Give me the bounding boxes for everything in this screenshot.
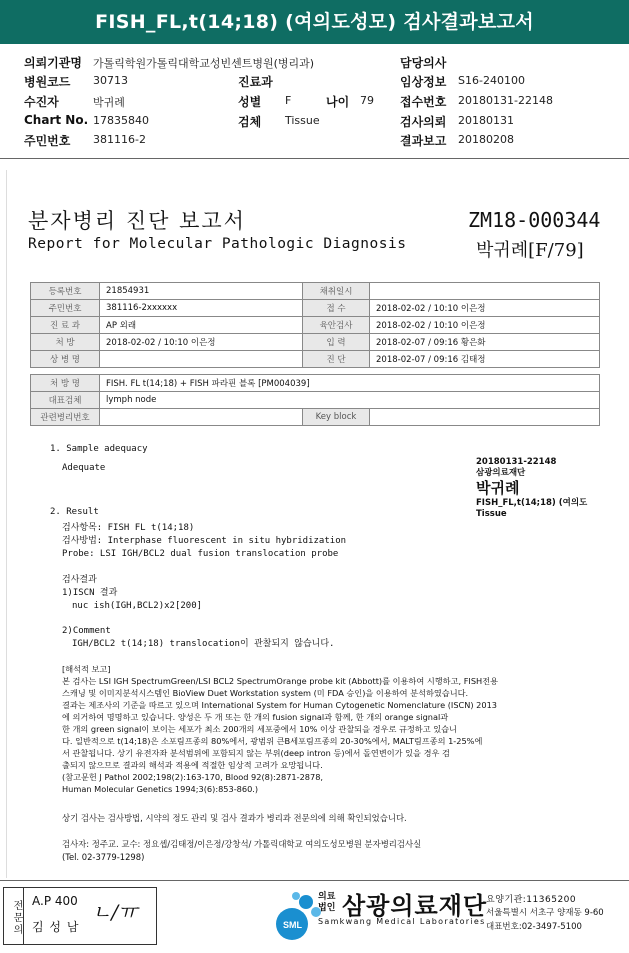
id-label: 주민번호 — [31, 300, 100, 317]
age-label: 나이 — [326, 95, 350, 109]
ap-number: A.P 400 — [32, 894, 78, 908]
table-row — [31, 392, 600, 409]
disease-label: 상 병 명 — [31, 351, 100, 368]
reg-label: 등록번호 — [31, 283, 100, 300]
report-title: FISH_FL,t(14;18) (여의도성모) 검사결과보고서 — [95, 11, 534, 33]
id-value: 381116-2xxxxxx — [100, 300, 303, 317]
interp-line: Human Molecular Genetics 1994;3(6):853-860.) — [62, 784, 259, 794]
reg-value: 21854931 — [100, 283, 303, 300]
sex-value: F — [285, 94, 292, 107]
collect-label: 채취일시 — [303, 283, 370, 300]
rep-label: 대표검체 — [31, 392, 100, 409]
footer-divider — [0, 880, 629, 881]
chart-label: Chart No. — [24, 113, 89, 127]
logo-prefix2: 법인 — [318, 903, 336, 913]
eye-label: 육안검사 — [303, 317, 370, 334]
comment-value: IGH/BCL2 t(14;18) translocation이 관찰되지 않습니다. — [72, 639, 335, 649]
stamp-name: 박귀례 — [476, 479, 520, 497]
report-title-ko: 분자병리 진단 보고서 — [28, 209, 246, 233]
order-label: 처 방 — [31, 334, 100, 351]
dept-label: 진 료 과 — [31, 317, 100, 334]
result-line: 검사방법: Interphase fluorescent in situ hybridization — [62, 536, 347, 546]
table-row — [31, 409, 600, 426]
result-sub-heading: 검사결과 — [62, 575, 97, 585]
request-value: 20180131 — [458, 114, 514, 127]
specimen-value: Tissue — [285, 114, 320, 127]
key-value — [370, 409, 600, 426]
patient-tag: 박귀례[F/79] — [476, 240, 584, 261]
hospital-label: 의뢰기관명 — [24, 56, 82, 70]
specialist-name: 김 성 남 — [32, 920, 80, 934]
logo-en: Samkwang Medical Laboratories — [318, 917, 486, 926]
key-label: Key block — [303, 409, 370, 426]
patient-info-table — [30, 282, 600, 426]
path-label: 관련병리번호 — [31, 409, 100, 426]
result-line: 검사항목: FISH FL t(14;18) — [62, 523, 195, 533]
specialist-box — [3, 887, 157, 945]
iscn-heading: 1)ISCN 결과 — [62, 588, 118, 598]
table-row — [31, 375, 600, 392]
receipt-value: 20180131-22148 — [458, 94, 553, 107]
collect-value — [370, 283, 600, 300]
clinical-value: S16-240100 — [458, 74, 525, 87]
hospital-code-label: 병원코드 — [24, 75, 71, 89]
age-value: 79 — [360, 94, 374, 107]
section1-heading: 1. Sample adequacy — [50, 444, 148, 454]
order-value: 2018-02-02 / 10:10 이은정 — [100, 334, 303, 351]
rx-label: 처 방 명 — [31, 375, 100, 392]
resident-label: 주민번호 — [24, 134, 71, 148]
table-row — [31, 283, 600, 300]
confirm-text: 상기 검사는 검사방법, 시약의 정도 관리 및 검사 결과가 병리과 전문의에 의해 확인되었습니다. — [62, 813, 407, 823]
table-row — [31, 351, 600, 368]
logo-name: 삼광의료재단 — [342, 892, 488, 920]
section1-value: Adequate — [62, 463, 106, 473]
hospital-code-value: 30713 — [93, 74, 128, 87]
section2-heading: 2. Result — [50, 507, 99, 517]
stamp-line3: FISH_FL,t(14;18) (여의도 — [476, 498, 588, 508]
interp-line: 결과는 제조사의 기준을 따르고 있으며 International System for Human Cytogenetic Nomenclature (ISCN) 2013 — [62, 700, 498, 710]
specialist-side-label: 전문의 — [4, 888, 24, 944]
diag-value: 2018-02-07 / 09:16 김태정 — [370, 351, 600, 368]
table-row — [31, 334, 600, 351]
request-header — [0, 48, 629, 156]
result-line: Probe: LSI IGH/BCL2 dual fusion translocation probe — [62, 549, 339, 559]
rx-value: FISH. FL t(14;18) + FISH 파라핀 블록 [PM004039] — [100, 375, 600, 392]
interp-heading: [해석적 보고] — [62, 664, 111, 674]
stamp-line1: 20180131-22148 — [476, 457, 557, 467]
input-label: 입 력 — [303, 334, 370, 351]
interp-line: 스캐닝 및 이미지분석시스템인 BioView Duet Workstation system (미 FDA 승인)을 이용하여 분석하였습니다. — [62, 688, 469, 698]
inspector-text: 검사자: 정주교. 교수: 정요셉/김태정/이은정/강창석/ 가톨릭대학교 여의도성모병원 분자병리검사실 — [62, 839, 422, 849]
logo-prefix1: 의료 — [318, 892, 336, 902]
table-row — [31, 300, 600, 317]
resident-value: 381116-2 — [93, 133, 146, 146]
interp-line: 서 관찰됩니다. 상기 유전자좌 분석범위에 포함되지 않는 부위(deep intron 등)에서 돌연변이가 있을 경우 검 — [62, 748, 450, 758]
recv-value: 2018-02-02 / 10:10 이은정 — [370, 300, 600, 317]
iscn-value: nuc ish(IGH,BCL2)x2[200] — [72, 601, 203, 611]
phone: 대표번호:02-3497-5100 — [486, 922, 582, 932]
chart-value: 17835840 — [93, 114, 149, 127]
stamp-line4: Tissue — [476, 509, 507, 519]
report-title-en: Report for Molecular Pathologic Diagnosis — [28, 236, 407, 252]
interp-line: 본 검사는 LSI IGH SpectrumGreen/LSI BCL2 SpectrumOrange probe kit (Abbott)를 이용하여 시행하고, FISH전용 — [62, 676, 498, 686]
specimen-label: 검체 — [238, 115, 262, 129]
header-divider — [0, 158, 629, 159]
eye-value: 2018-02-02 / 10:10 이은정 — [370, 317, 600, 334]
specimen-stamp — [476, 457, 587, 520]
disease-value — [100, 351, 303, 368]
report-number: ZM18-000344 — [468, 208, 601, 232]
path-value — [100, 409, 303, 426]
diag-label: 진 단 — [303, 351, 370, 368]
signature: ㄴ/ㅠ — [92, 900, 138, 924]
patient-value: 박귀례 — [93, 96, 125, 109]
result-label: 결과보고 — [400, 134, 447, 148]
input-value: 2018-02-07 / 09:16 황은화 — [370, 334, 600, 351]
report-title-bar — [0, 0, 629, 44]
dept-value: AP 외래 — [100, 317, 303, 334]
request-label: 검사의뢰 — [400, 115, 447, 129]
interp-line: 에 의거하여 명명하고 있습니다. 양성은 두 개 또는 한 개의 fusion signal과 함께, 한 개의 orange signal과 — [62, 712, 449, 722]
rep-value: lymph node — [100, 392, 600, 409]
hospital-value: 가톨릭학원가톨릭대학교성빈센트병원(병리과) — [93, 57, 315, 70]
care-number: 요양기관:11365200 — [486, 895, 577, 905]
receipt-label: 접수번호 — [400, 95, 447, 109]
dept-label: 진료과 — [238, 75, 273, 89]
table-row — [31, 317, 600, 334]
doctor-label: 담당의사 — [400, 56, 447, 70]
tel-text: (Tel. 02-3779-1298) — [62, 852, 145, 862]
sex-label: 성별 — [238, 95, 262, 109]
recv-label: 접 수 — [303, 300, 370, 317]
result-value: 20180208 — [458, 133, 514, 146]
clinical-label: 임상정보 — [400, 75, 447, 89]
comment-heading: 2)Comment — [62, 626, 111, 636]
address: 서울특별시 서초구 양재동 9-60 — [486, 908, 604, 918]
interp-line: 출되지 않으므로 결과의 해석과 적용에 적절한 임상적 고려가 요망됩니다. — [62, 760, 323, 770]
interp-line: 다. 일반적으로 t(14;18)은 소포림프종의 80%에서, 광범위 큰B세포림프종의 20-30%에서, MALT림프종의 1-25%에 — [62, 736, 483, 746]
stamp-line2: 삼광의료재단 — [476, 468, 526, 478]
logo-mark-text: SML — [283, 920, 302, 930]
interp-line: (참고문헌 J Pathol 2002;198(2):163-170, Blood 92(8):2871-2878, — [62, 772, 324, 782]
logo-prefix — [318, 892, 335, 914]
interp-line: 한 개의 green signal이 보이는 세포가 최소 200개의 세포중에서 10% 이상 관찰되을 경우로 규정하고 있습니 — [62, 724, 457, 734]
patient-label: 수진자 — [24, 95, 59, 109]
